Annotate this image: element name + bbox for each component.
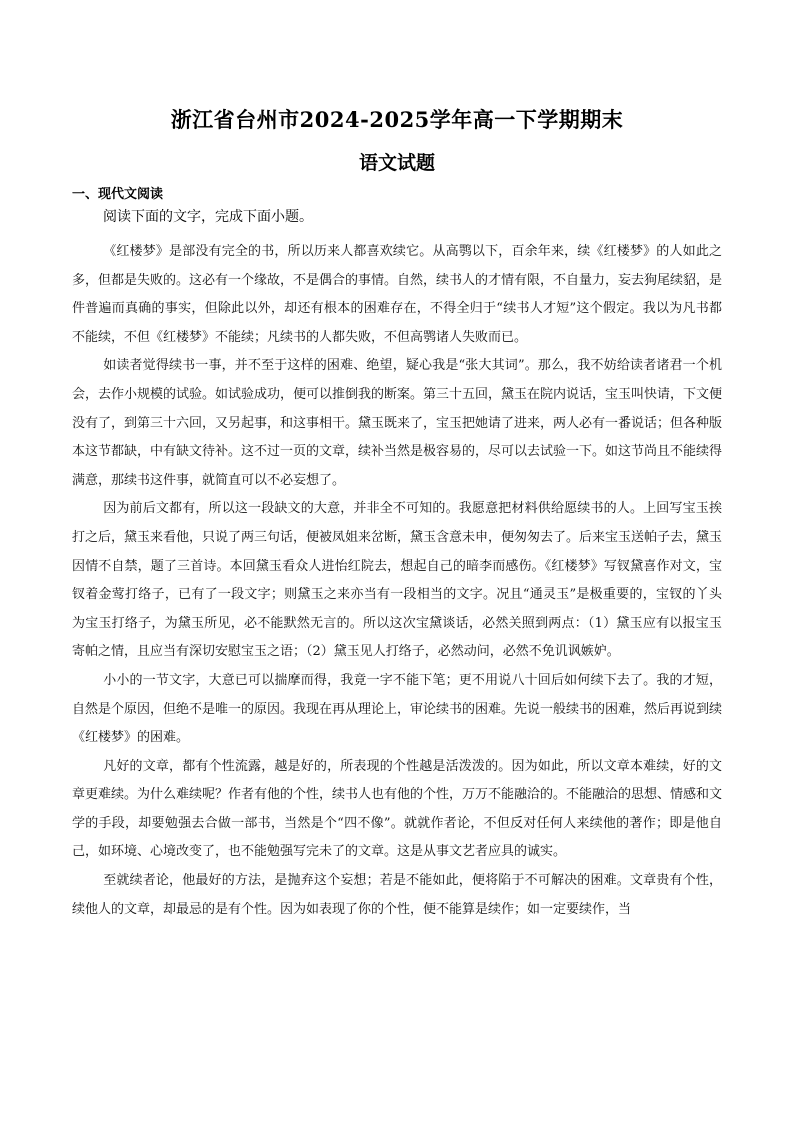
passage-body [72,238,722,924]
document-title: 浙江省台州市2024-2025学年高一下学期期末 [170,107,624,132]
paragraph: 至就续者论，他最好的方法，是抛弃这个妄想；若是不能如此，便将陷于不可解决的困难。文章贵有个性，续他人的文章，却最忌的是有个性。因为如表现了你的个性，便不能算是续作；如一定要续作，当 [72,873,722,917]
paragraph: 因为前后文都有，所以这一段缺文的大意，并非全不可知的。我愿意把材料供给愿续书的人。上回写宝玉挨打之后，黛玉来看他，只说了两三句话，便被凤姐来岔断，黛玉含意未申，便匆匆去了。后来宝玉送帕子去，黛玉因情不自禁，题了三首诗。本回黛玉看众人进怡红院去，想起自己的暗李而感伤。《红楼梦》写钗黛喜作对文，宝钗着金莺打络子，已有了一段文字；则黛玉之来亦当有一段相当的文字。况且“通灵玉”是极重要的，宝钗的丫头为宝玉打络子，为黛玉所见，必不能默然无言的。所以这次宝黛谈话，必然关照到两点：（1）黛玉应有以报宝玉寄帕之情，且应当有深切安慰宝玉之语；（2）黛玉见人打络子，必然动问，必然不免讥讽嫉妒。 [72,501,723,660]
paragraph: 《红楼梦》是部没有完全的书，所以历来人都喜欢续它。从高鹗以下，百余年来，续《红楼梦》的人如此之多，但都是失败的。这必有一个缘故，不是偶合的事情。自然，续书人的才情有限，不自量力，妄去狗尾续貂，是件普遍而真确的事实，但除此以外，却还有根本的困难存在，不得全归于“续书人才短”这个假定。我以为凡书都不能续，不但《红楼梦》不能续；凡续书的人都失败，不但高鹗诸人失败而已。 [72,244,723,345]
section-heading: 一、现代文阅读 [72,187,164,202]
reading-instruction: 阅读下面的文字，完成下面小题。 [103,209,313,225]
paragraph: 凡好的文章，都有个性流露，越是好的，所表现的个性越是活泼泼的。因为如此，所以文章本难续，好的文章更难续。为什么难续呢？作者有他的个性，续书人也有他的个性，万万不能融洽的。不能融洽的思想、情感和文学的手段，却要勉强去合做一部书，当然是个“四不像”。就就作者论，不但反对任何人来续他的著作；即是他自己，如环境、心境改变了，也不能勉强写完未了的文章。这是从事文艺者应具的诚实。 [72,758,723,860]
document-subtitle: 语文试题 [358,152,435,174]
paragraph: 小小的一节文字，大意已可以揣摩而得，我竟一字不能下笔；更不用说八十回后如何续下去了。我的才短，自然是个原因，但绝不是唯一的原因。我现在再从理论上，审论续书的困难。先说一般续书的困难，然后再说到续《红楼梦》的困难。 [72,672,723,746]
paragraph: 如读者觉得续书一事，并不至于这样的困难、绝望，疑心我是“张大其词”。那么，我不妨给读者诸君一个机会，去作小规模的试验。如试验成功，便可以推倒我的断案。第三十五回，黛玉在院内说话，宝玉叫快请，下文便没有了，到第三十六回，又另起事，和这事相干。黛玉既来了，宝玉把她请了进来，两人必有一番说话；但各种版本这节都缺，中有缺文待补。这不过一页的文章，续补当然是极容易的，尽可以去试验一下。如这节尚且不能续得满意，那续书这件事，就简直可以不必妄想了。 [72,358,723,488]
